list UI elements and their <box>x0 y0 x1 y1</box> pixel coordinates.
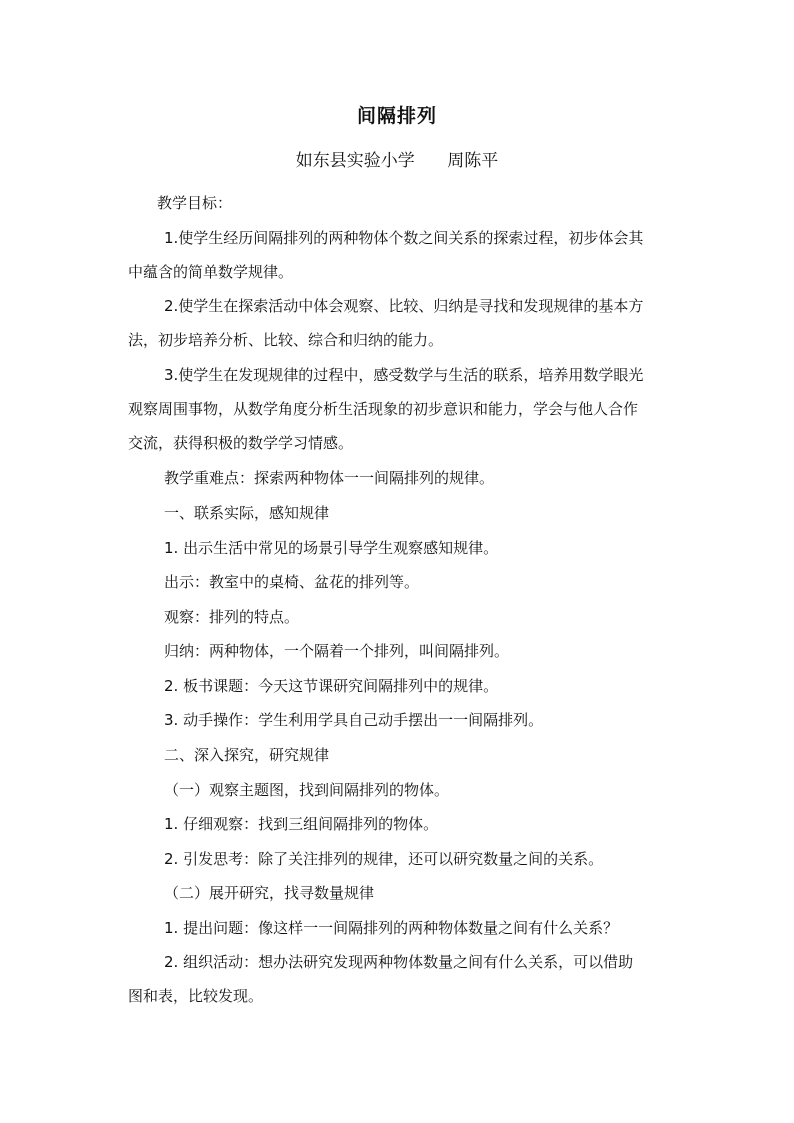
goal-2-line-2: 法，初步培养分析、比较、综合和归纳的能力。 <box>128 331 444 349</box>
section-1-show: 出示：教室中的桌椅、盆花的排列等。 <box>164 573 420 591</box>
section-1-summary: 归纳：两种物体，一个隔着一个排列，叫间隔排列。 <box>164 642 510 660</box>
subsection-1-item-1: 1. 仔细观察：找到三组间隔排列的物体。 <box>164 815 439 833</box>
document-title: 间隔排列 <box>356 105 437 127</box>
goal-3-line-1: 3.使学生在发现规律的过程中，感受数学与生活的联系，培养用数学眼光 <box>164 366 644 384</box>
subsection-2-item-2 <box>128 945 688 1013</box>
section-1-item-2: 2. 板书课题：今天这节课研究间隔排列中的规律。 <box>164 677 499 695</box>
key-point: 教学重难点：探索两种物体一一间隔排列的规律。 <box>164 469 495 487</box>
subsection-1-heading: （一）观察主题图，找到间隔排列的物体。 <box>164 781 450 799</box>
goals-heading: 教学目标： <box>157 194 233 212</box>
subsection-2-item-2-line-1: 2. 组织活动：想办法研究发现两种物体数量之间有什么关系，可以借助 <box>164 953 634 971</box>
goal-2 <box>128 289 688 357</box>
section-1-item-3: 3. 动手操作：学生利用学具自己动手摆出一一间隔排列。 <box>164 711 544 729</box>
subsection-2-item-2-line-2: 图和表，比较发现。 <box>128 987 264 1005</box>
goal-2-line-1: 2.使学生在探索活动中体会观察、比较、归纳是寻找和发现规律的基本方 <box>164 297 644 315</box>
goal-1 <box>128 221 688 289</box>
section-1-heading: 一、联系实际，感知规律 <box>164 504 330 522</box>
section-2-heading: 二、深入探究，研究规律 <box>164 746 330 764</box>
section-1-observe: 观察：排列的特点。 <box>164 608 300 626</box>
goal-3-line-2: 观察周围事物，从数学角度分析生活现象的初步意识和能力，学会与他人合作 <box>128 400 639 418</box>
subsection-1-item-2: 2. 引发思考：除了关注排列的规律，还可以研究数量之间的关系。 <box>164 850 604 868</box>
goal-1-line-2: 中蕴含的简单数学规律。 <box>128 263 294 281</box>
goal-3 <box>128 358 688 460</box>
subsection-2-item-1: 1. 提出问题：像这样一一间隔排列的两种物体数量之间有什么关系？ <box>164 919 619 937</box>
goal-1-line-1: 1.使学生经历间隔排列的两种物体个数之间关系的探索过程，初步体会其 <box>164 229 644 247</box>
author-line: 如东县实验小学 周陈平 <box>295 151 499 171</box>
subsection-2-heading: （二）展开研究，找寻数量规律 <box>164 884 375 902</box>
section-1-item-1: 1. 出示生活中常见的场景引导学生观察感知规律。 <box>164 539 499 557</box>
goal-3-line-3: 交流，获得积极的数学学习情感。 <box>128 434 354 452</box>
